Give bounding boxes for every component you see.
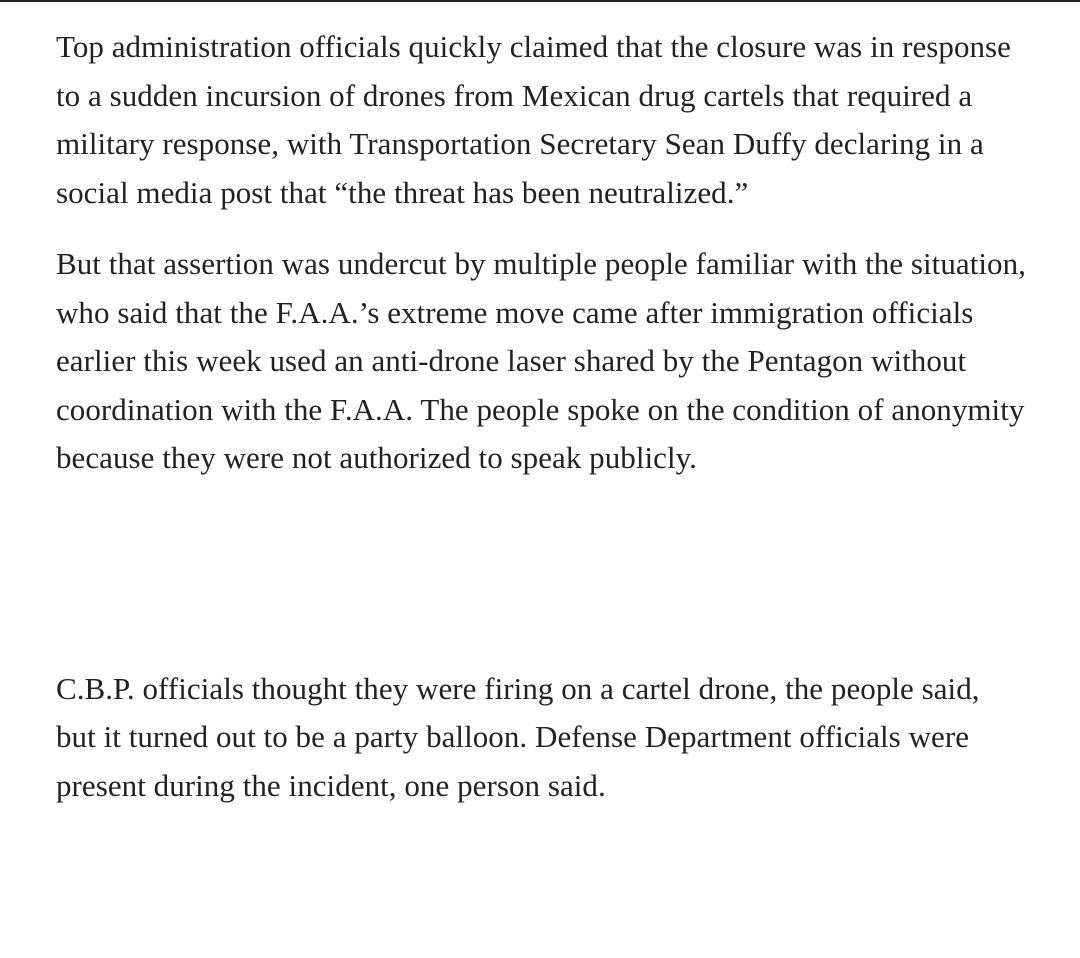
article-body bbox=[56, 23, 1026, 810]
article-paragraph: But that assertion was undercut by multiple people familiar with the situation, who said that the F.A.A.’s extreme move came after immigration officials earlier this week used an anti-drone laser shared by the Pentagon without coordination with the F.A.A. The people spoke on the condition of anonymity because they were not authorized to speak publicly. bbox=[56, 246, 1026, 475]
top-divider bbox=[0, 0, 1080, 2]
article-paragraph: Top administration officials quickly claimed that the closure was in response to a sudden incursion of drones from Mexican drug cartels that required a military response, with Transportation Secretary Sean Duffy declaring in a social media post that “the threat has been neutralized.” bbox=[56, 29, 1011, 210]
article-paragraph: C.B.P. officials thought they were firing on a cartel drone, the people said, but it turned out to be a party balloon. Defense Department officials were present during the incident, one person said. bbox=[56, 670, 980, 803]
